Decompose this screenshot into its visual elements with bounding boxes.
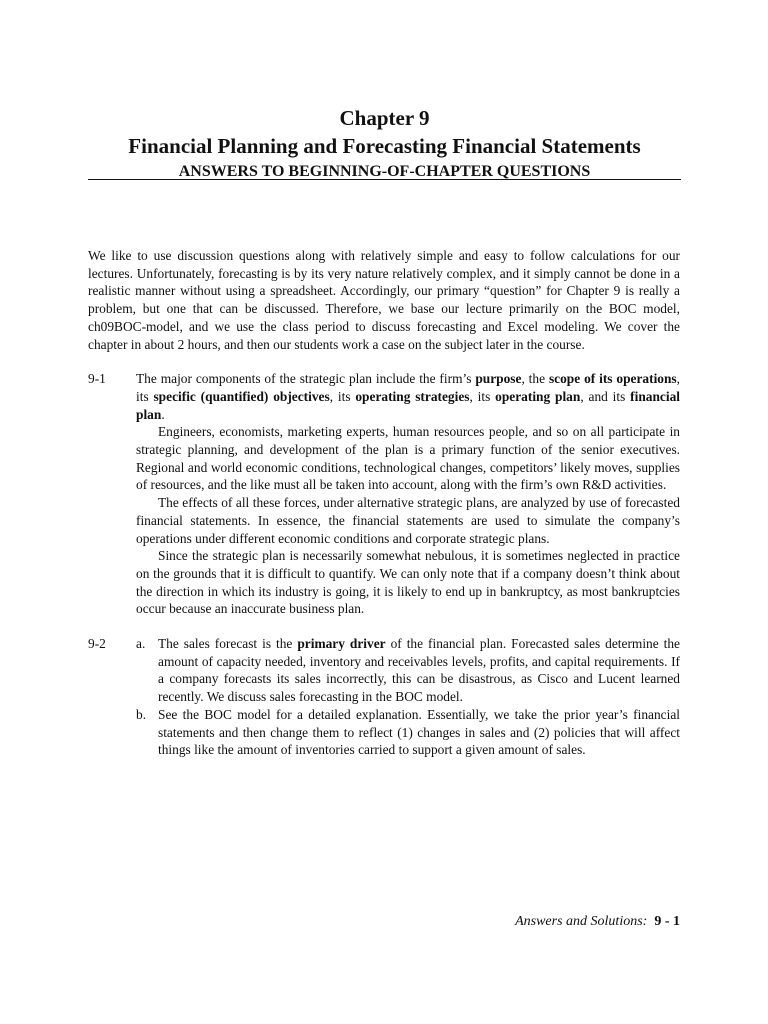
page-number: 9 - 1 (654, 914, 680, 929)
text-run: The sales forecast is the (158, 636, 298, 652)
question-9-2 (88, 635, 680, 759)
answer-body (136, 370, 680, 618)
answer-paragraph: The effects of all these forces, under alternative strategic plans, are analyzed by use of forecasted financial statements. In essence, the financial statements are used to simulate the company’s operations under different economic conditions and corporate strategic plans. (136, 495, 680, 546)
item-text (158, 635, 680, 706)
item-label: b. (136, 706, 147, 722)
text-run: , the (521, 371, 549, 387)
bold-term: operating strategies (355, 388, 470, 404)
item-label: a. (136, 636, 146, 652)
question-number: 9-1 (88, 371, 106, 387)
bold-term: financial plan (136, 388, 680, 422)
section-subtitle: ANSWERS TO BEGINNING-OF-CHAPTER QUESTIONS (178, 163, 591, 180)
question-9-1 (88, 370, 680, 618)
chapter-heading: Chapter 9 (339, 106, 430, 130)
answer-item-b (136, 706, 680, 759)
text-run: , its (329, 388, 356, 404)
text-run: of the financial plan. Forecasted sales determine the amount of capacity needed, inventory and receivables levels, profits, and capital requirements. If a company forecasts its sales incorrectly, this can be disastrous, as Cisco and Lucent learned recently. We discuss sales forecasting in the BOC model. (158, 636, 681, 705)
text-run: , its (136, 371, 680, 404)
bold-term: specific (quantified) objectives (153, 388, 330, 404)
bold-term: operating plan (495, 388, 581, 404)
chapter-title: Financial Planning and Forecasting Financial Statements (128, 134, 641, 158)
text-run: , and its (580, 388, 631, 404)
text-run: . (161, 406, 165, 422)
item-text: See the BOC model for a detailed explanation. Essentially, we take the prior year’s financial statements and then change them to reflect (1) changes in sales and (2) policies that will affect things like the amount of inventories carried to support a given amount of sales. (158, 706, 680, 758)
answer-paragraph: Engineers, economists, marketing experts, human resources people, and so on all participate in strategic planning, and development of the plan is a primary function of the senior executives. Regional and world economic conditions, technological changes, competitors’ likely moves, supplies of resources, and the like must all be taken into account, along with the firm’s own R&D activities. (136, 424, 680, 493)
bold-term: purpose (475, 371, 522, 387)
bold-term: primary driver (297, 636, 386, 652)
bold-term: scope of its operations (548, 371, 677, 387)
intro-paragraph: We like to use discussion questions along with relatively simple and easy to follow calculations for our lectures. Unfortunately, forecasting is by its very nature relatively complex, and it simply cannot be done in a realistic manner without using a spreadsheet. Accordingly, our primary “question” for Chapter 9 is really a problem, but one that can be discussed. Therefore, we base our lecture primarily on the BOC model, ch09BOC-model, and we use the class period to discuss forecasting and Excel modeling. We cover the chapter in about 2 hours, and then our students work a case on the subject later in the course. (88, 248, 680, 352)
footer-label: Answers and Solutions: (515, 914, 648, 929)
answer-body (136, 635, 680, 759)
title-divider (88, 179, 681, 180)
title-block (88, 104, 681, 183)
page-footer (515, 914, 680, 930)
text-run: , its (469, 388, 496, 404)
answer-paragraph: Since the strategic plan is necessarily somewhat nebulous, it is sometimes neglected in practice on the grounds that it is difficult to quantify. We can only note that if a company doesn’t think about the direction in which its industry is going, it is likely to end up in bankruptcy, as most bankruptcies occur because an inaccurate business plan. (136, 548, 680, 617)
document-body (88, 247, 680, 759)
question-number: 9-2 (88, 636, 106, 652)
answer-item-a (136, 635, 680, 706)
text-run: The major components of the strategic plan include the firm’s (136, 371, 476, 387)
answer-paragraph (136, 370, 680, 423)
